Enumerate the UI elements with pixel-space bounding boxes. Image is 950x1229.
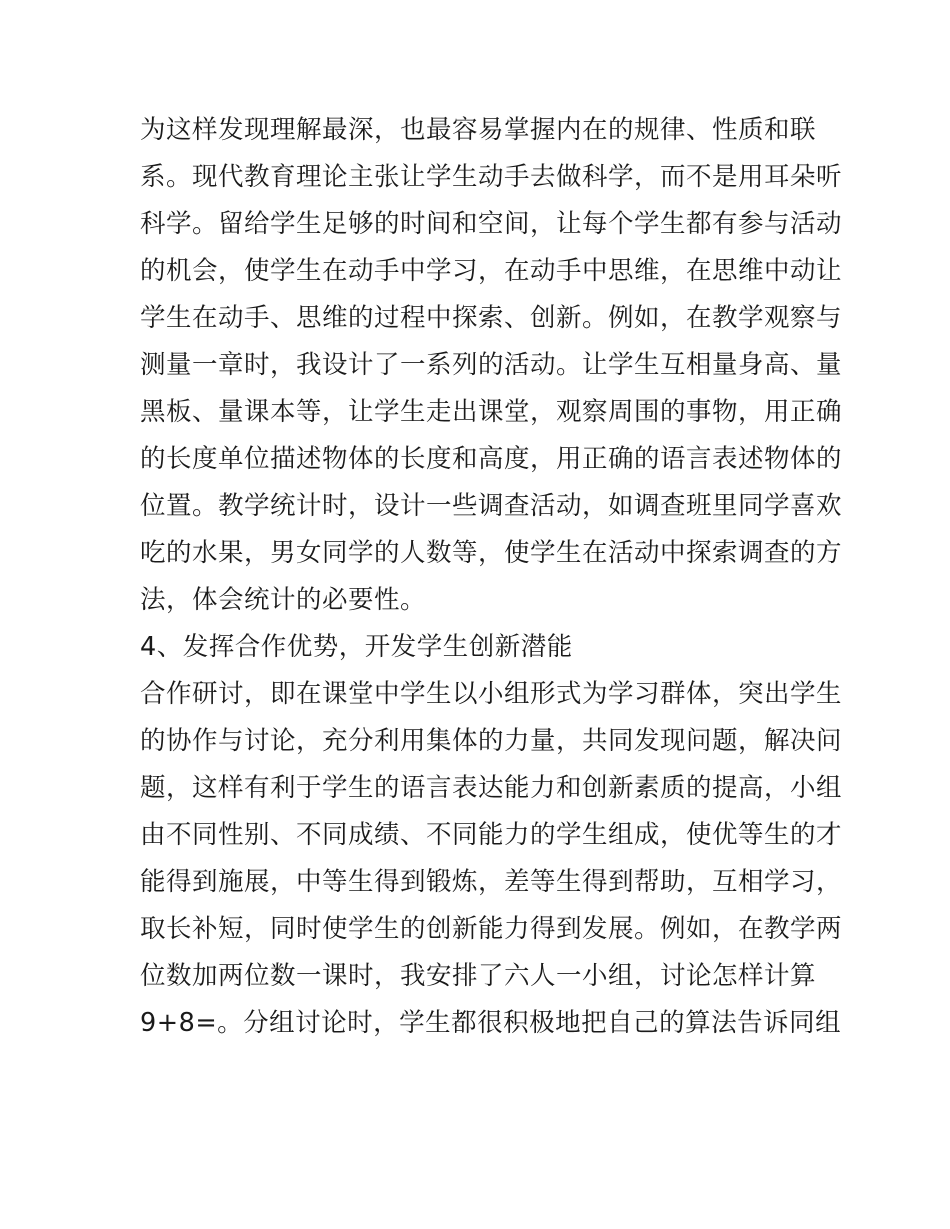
text-line: 吃的水果，男女同学的人数等，使学生在活动中探索调查的方 (140, 538, 843, 568)
text-line: 能得到施展，中等生得到锻炼，差等生得到帮助，互相学习， (140, 867, 843, 897)
section-heading: 4、发挥合作优势，开发学生创新潜能 (140, 632, 573, 662)
text-line: 题，这样有利于学生的语言表达能力和创新素质的提高，小组 (140, 773, 843, 803)
body-text (140, 107, 843, 1047)
text-line: 的协作与讨论，充分利用集体的力量，共同发现问题，解决问 (140, 726, 843, 756)
text-line: 学生在动手、思维的过程中探索、创新。例如，在教学观察与 (140, 303, 843, 333)
text-line: 合作研讨，即在课堂中学生以小组形式为学习群体，突出学生 (140, 679, 843, 709)
text-line: 为这样发现理解最深，也最容易掌握内在的规律、性质和联 (140, 115, 817, 145)
text-line: 位数加两位数一课时，我安排了六人一小组，讨论怎样计算 (140, 961, 817, 991)
text-line: 9+8=。分组讨论时，学生都很积极地把自己的算法告诉同组 (140, 1008, 842, 1038)
text-line: 法，体会统计的必要性。 (140, 585, 427, 615)
text-line: 由不同性别、不同成绩、不同能力的学生组成，使优等生的才 (140, 820, 843, 850)
text-line: 位置。教学统计时，设计一些调查活动，如调查班里同学喜欢 (140, 491, 843, 521)
text-line: 的长度单位描述物体的长度和高度，用正确的语言表述物体的 (140, 444, 843, 474)
text-line: 测量一章时，我设计了一系列的活动。让学生互相量身高、量 (140, 350, 843, 380)
text-line: 的机会，使学生在动手中学习，在动手中思维，在思维中动让 (140, 256, 843, 286)
text-line: 取长补短，同时使学生的创新能力得到发展。例如，在教学两 (140, 914, 843, 944)
text-line: 系。现代教育理论主张让学生动手去做科学，而不是用耳朵听 (140, 162, 843, 192)
text-line: 黑板、量课本等，让学生走出课堂，观察周围的事物，用正确 (140, 397, 843, 427)
text-line: 科学。留给学生足够的时间和空间，让每个学生都有参与活动 (140, 209, 843, 239)
